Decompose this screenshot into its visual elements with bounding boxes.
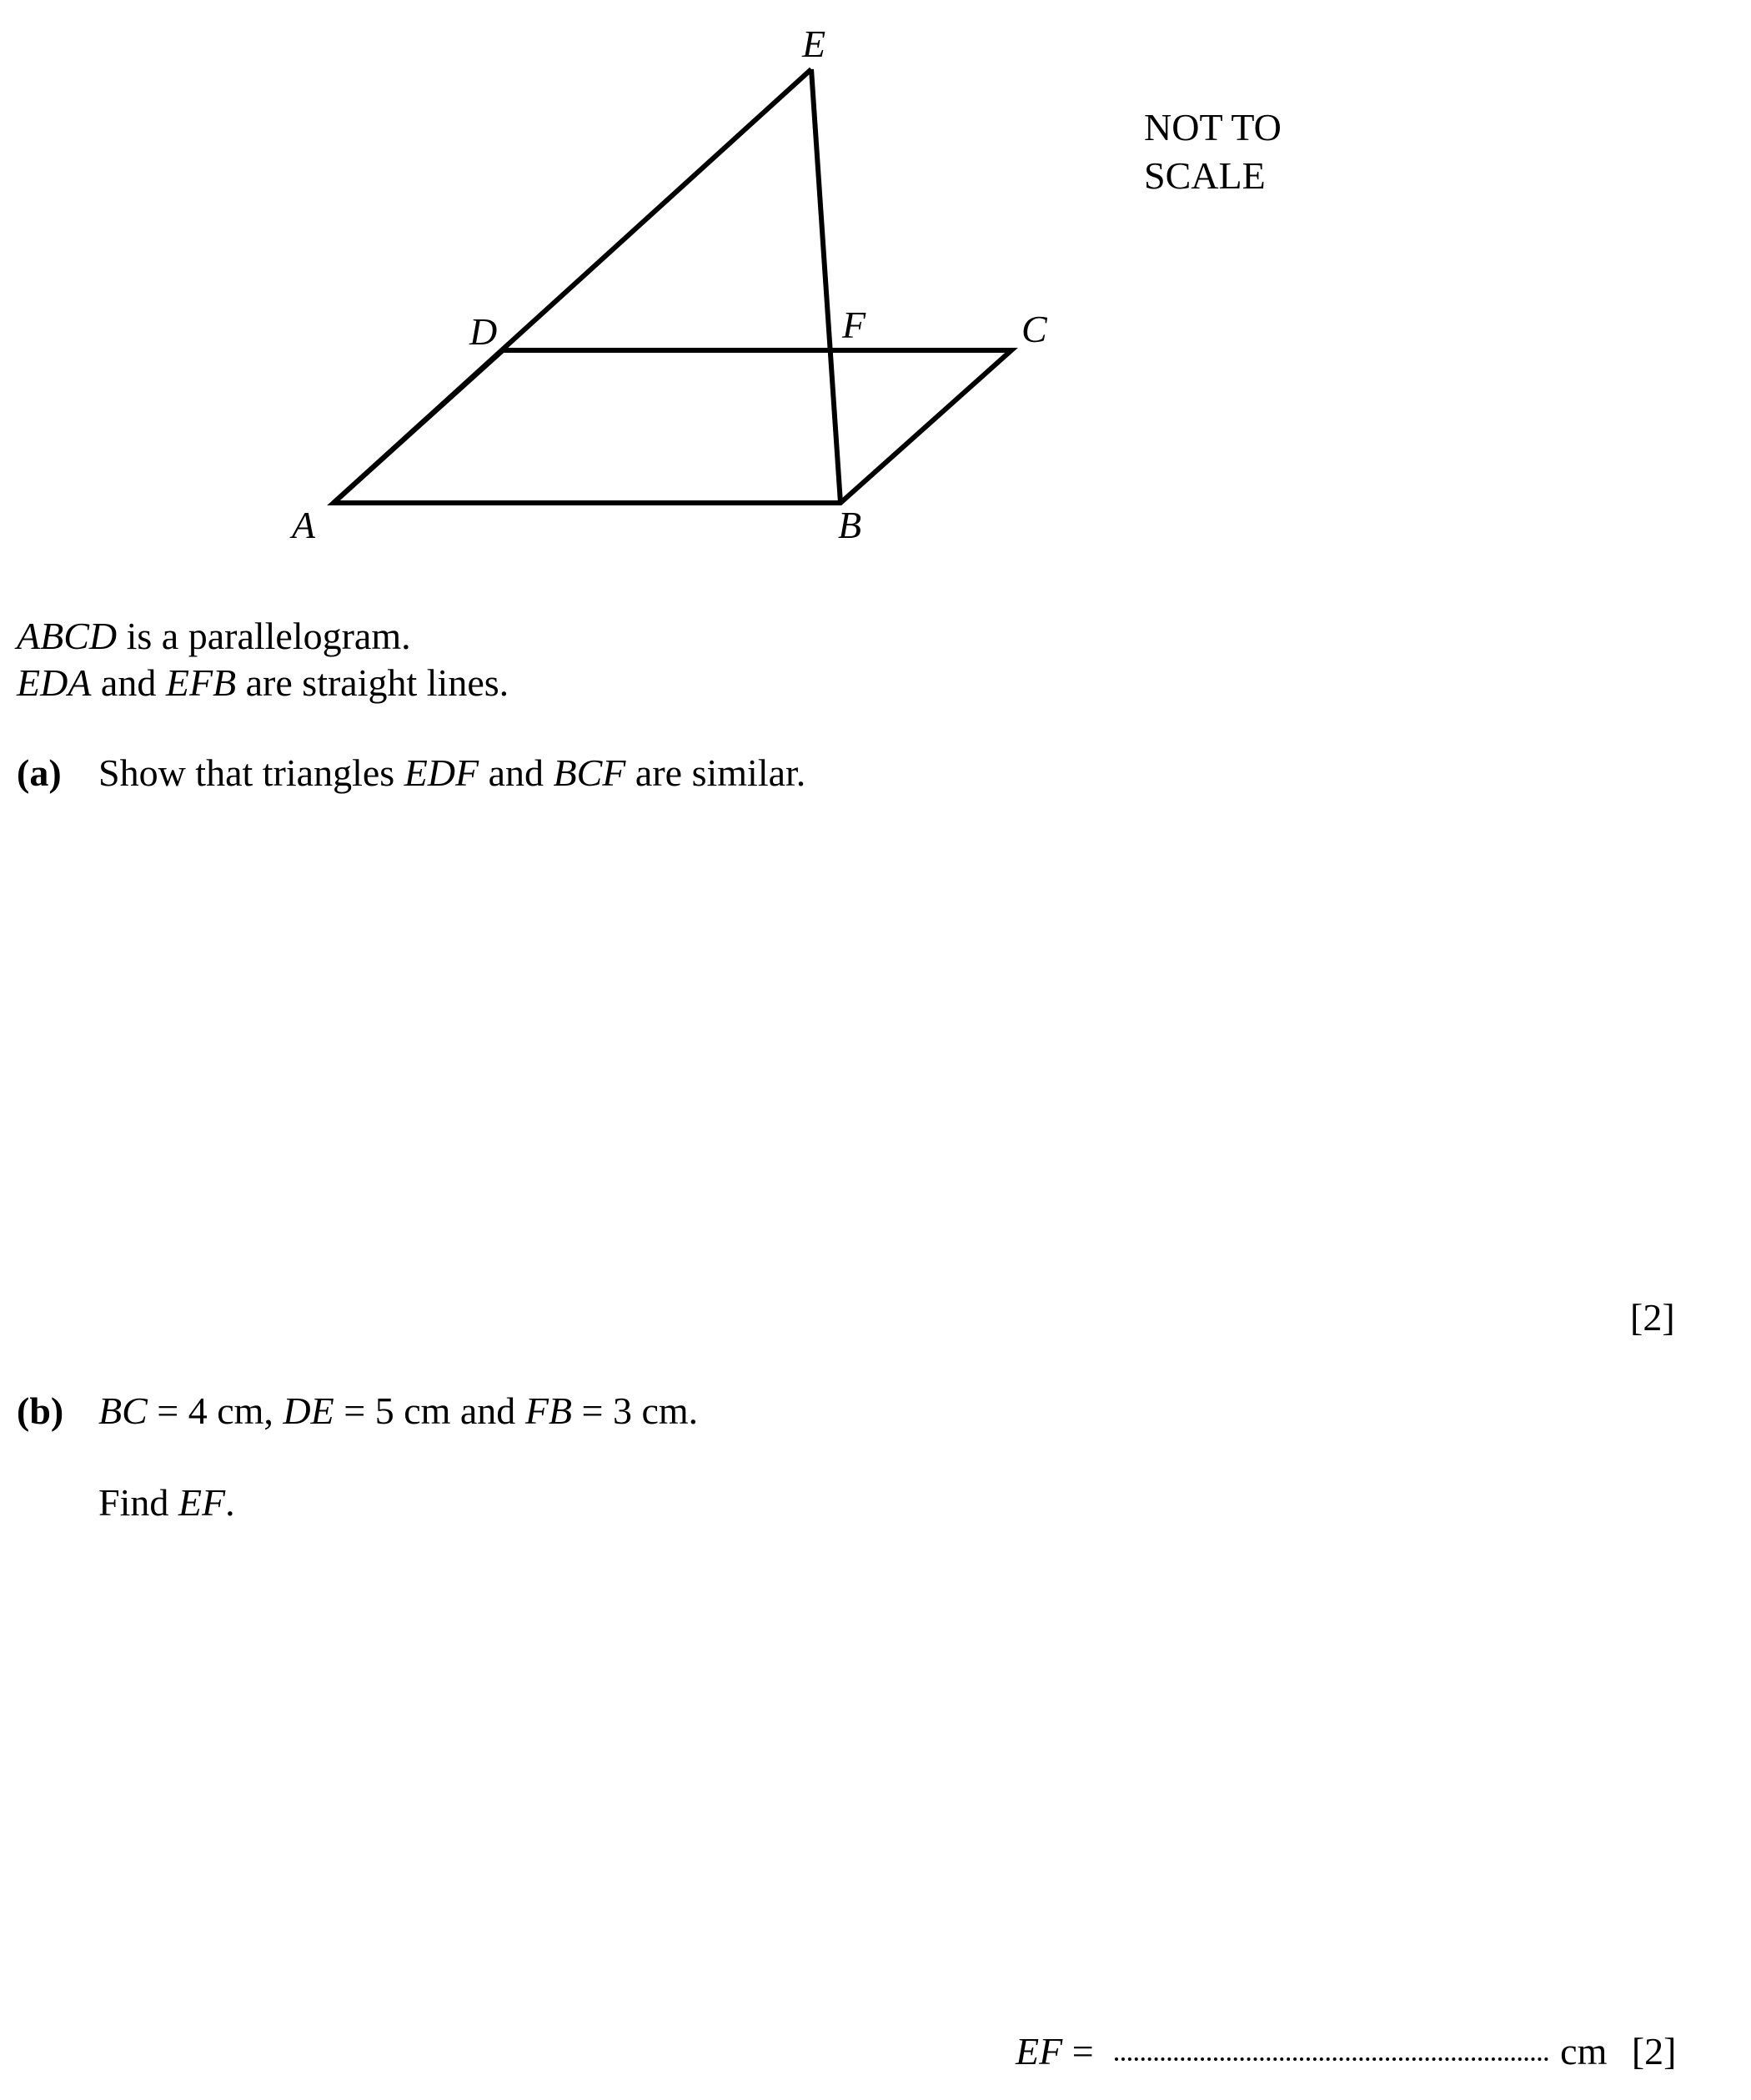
part-b-given [98,1388,698,1434]
intro-math-efb: EFB [165,661,237,704]
answer-line [1016,2028,1677,2075]
part-b-text-2: = 5 cm and [334,1389,525,1432]
part-b-find-math: EF [178,1481,226,1524]
answer-math-ef: EF [1016,2030,1063,2072]
line-efb [811,69,840,503]
part-a-text-1: Show that triangles [98,751,404,794]
label-point-c: C [1021,308,1047,350]
part-a-label: (a) [17,751,62,794]
part-a-math-bcf: BCF [553,751,626,794]
part-b-text-3: = 3 cm. [572,1389,699,1432]
part-a-math-edf: EDF [404,751,479,794]
part-b-instruction [98,1480,235,1526]
part-a-marks: [2] [1630,1296,1675,1339]
part-a-text-2: and [479,751,554,794]
part-b-math-de: DE [283,1389,334,1432]
note-line-2: SCALE [1144,154,1266,197]
intro-text-2a: and [91,661,166,704]
part-a-question [98,750,805,796]
part-a-text-3: are similar. [625,751,806,794]
intro-math-eda: EDA [17,661,92,704]
answer-input-dots[interactable] [1115,2057,1548,2061]
label-point-d: D [469,310,498,353]
part-b-label: (b) [17,1389,64,1432]
intro-math-abcd: ABCD [17,615,118,657]
answer-equals: = [1062,2030,1104,2072]
answer-unit: cm [1560,2030,1608,2072]
intro-text-1: is a parallelogram. [117,615,411,657]
part-b-math-bc: BC [98,1389,148,1432]
part-b-find-end: . [225,1481,235,1524]
not-to-scale-note [1144,103,1282,200]
intro-line-2 [17,660,509,706]
label-point-a: A [292,504,316,546]
line-eda [334,69,811,503]
label-point-b: B [838,504,862,546]
part-b-find-text: Find [98,1481,178,1524]
part-b-math-fb: FB [524,1389,573,1432]
label-point-f: F [842,304,866,346]
parallelogram-abcd [334,350,1011,503]
intro-line-1 [17,613,411,660]
part-b-text-1: = 4 cm, [147,1389,283,1432]
note-line-1: NOT TO [1144,106,1282,148]
label-point-e: E [802,23,826,65]
parallelogram-diagram [0,0,1751,584]
part-b-marks: [2] [1631,2030,1677,2072]
intro-text-2b: are straight lines. [236,661,509,704]
